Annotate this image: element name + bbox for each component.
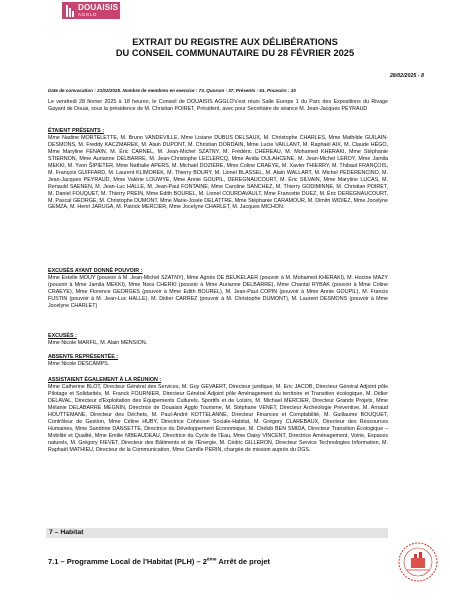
section-body: Mme Nicole DESCAMPS. bbox=[48, 360, 110, 367]
section-body: Mme Nadine MORTELETTE, M. Bruno VANDEVILLE, Mme Lisiane DUBUS DELSAUX, M. Christophe CHARLES, Mme Mathilde GUILAIN-DESMONS, M. Freddy KACZMAREK, M. Alain DUPONT, M. Christian DORDAIN, Mme Lucie VAILLANT, M. Raphaël AIX, M. Claude HÉGO, Mme Maryline FENAIN, M. Éric CARNEL, M. Jean-Michel SZATNY, M. Frédéric CHÉREAU, M. Mohamed KHERAKI, Mme Stéphanie STIERNON, Mme Aurianne DELBARRE, M. Jean-Christophe LECLERCQ, Mme Avida OULAHCENE, M. Jean-Michel LEROY, Mme Jamila MEKKI, M. Yvon ŠIPIETER, Mme Nathalie APERS, M. Michaël DOZIÈRE, Mme Coline CRAEYE, M. Xavier THIERRY, M. Thibaut FRANÇOIS, M. François GUIFFARD, M. Laurent KLIMOREK, M. Thierry BOURY, M. Lionel BLASSEL, M. Alain WALLART, M. Michel PEDERENCINO, M. Jean-Jacques PEYRAUD, Mme Valérie LOUWYE, Mme Annie GOUPIL, DEREGNAUCOURT, M. Éric SILVAIN, Mme Maryline LUCAS, M. Renauld SAENEN, M. Jean-Luc HALLE, M. Jean-Paul FONTAINE, Mme Caroline SANCHEZ, M. Thierry GODIMINNE, M. Christian POIRET, M. Daniel FOUQUET, M. Thierry PREIN, Mme Edith BOUREL, M. Lionel COURDAVAULT, Mme Francette DUEZ, M. Éric DEREGNAUCOURT, M. Pascal GEORGE, M. Christophe DUMONT, Mme Marie-Josée DELATTRE, Mme Stéphanie CARAMOUR, M. Dimitri WIDIEZ, Mme Jocelyne GEMZA, M. Henri JARUGA, M. Patrick MERCIER, Mme Jocelyne CHARLET, M. Jacques MICHON. bbox=[48, 134, 388, 211]
document-title-line2: DU CONSEIL COMMUNAUTAIRE DU 28 FÉVRIER 2025 bbox=[115, 48, 355, 58]
section-assistaient bbox=[48, 377, 388, 453]
agenda-item-heading bbox=[48, 557, 270, 566]
section-body: Mme Catherine BLOT, Directeur Général des Services, M. Guy GEVAERT, Directeur juridique, M. Eric JACOB, Directeur Général Adjoint pôle Pilotage et Solidarités, M. Franck FOURNIER, Directeur Général Adjoint pôle Aménagement du territoire et Transition écologique, M. Didier DELAVAL, Directeur d'Exploitation des Équipements Culturels, Sportifs et de Loisirs, M. Michael MERCIER, Directeur Grands Projets, Mme Mélanie DELABARRE MEGNIN, Directrice de Douaisis Agglo Tourisme, M. Stéphane VENET, Directeur Archéologie Préventive, M. Arnaud HOUTTEMANE, Directeur des Déchets, M. Paul-André KOTTELANNE, Directeur Finances et Comptabilité, M. Guillaume BOUQUET, Contrôleur de Gestion, Mme Céline HUBY, Directrice Cohésion Sociale-Habitat, M. Grégory CLAREBAUX, Directeur des Ressources Humaines, Mme Sandrine DANSETTE, Directrice du Développement Économique, M. Chékib BEN SMIDA, Directeur Transition Écologique – Mobilité et Qualité, Mme Emilie NIBEAUDEAU, Directrice du Cycle de l'Eau, Mme Daisy VINCENT, Directrice Aménagement, Voirie, Espaces naturels, M. Grégory FIEVET, Directeur des Bâtiments et de l'Énergie, M. Cédric GILLERON, Directeur Service Technologies Information, M. Raphaël MATHIEU, Directeur de la Communication, Mme Camille PERIN, chargée de mission auprès du DGS. bbox=[48, 383, 388, 453]
logo-sub: AGGLO bbox=[78, 11, 98, 17]
official-seal-icon bbox=[397, 541, 439, 583]
section-body: Mme Nicole MARFIL, M. Alain MENSION. bbox=[48, 339, 148, 346]
section-representee bbox=[48, 354, 388, 368]
section-presents bbox=[48, 128, 388, 211]
logo-name: DOUAISIS bbox=[78, 2, 119, 12]
intro-paragraph: Le vendredi 28 février 2025 à 18 heures, le Conseil de DOUAISIS AGGLO's'est réuni Salle Europe 1 du Parc des Expositions du Rivage Gayant de Douai, sous la présidence de M. Christian POIRET, Président, avec pour Secrétaire de séance M. Jean-Jacques PEYRAUD bbox=[48, 99, 388, 112]
section-title: ABSENTE REPRÉSENTÉE : bbox=[48, 354, 119, 360]
logo-mark-icon bbox=[66, 5, 75, 17]
section-excuses bbox=[48, 333, 388, 347]
heading-sup: ème bbox=[206, 557, 217, 563]
section-title: ÉTAIENT PRÉSENTS : bbox=[48, 128, 105, 134]
section-body: Mme Estelle MOUY (pouvoir à M. Jean-Michel SZATNY), Mme Agnès DE BEUKELAER (pouvoir à M. Mohamed KHERAKI), M. Hocine MAZY (pouvoir à Mme Jamila MEKKI), Mme Nora CHERKI (pouvoir à Mme Aurianne DELBARRE), Mme Chantal RYBAK (pouvoir à Mme Coline CRAEYE), Mme Florence GEORGES (pouvoir à Mme Edith BOUREL), M. Jean-Paul COPIN (pouvoir à Mme Annie GOUPIL), M. Francis FUSTIN (pouvoir à M. Jean-Luc HALLE), M. Didier CARREZ (pouvoir à M. Christophe DUMONT), M. Laurent DESMONS (pouvoir à Mme Jocelyne CHARLET) bbox=[48, 274, 388, 309]
section-pouvoirs bbox=[48, 268, 388, 310]
deliberation-reference: 28/02/2025 - 8 bbox=[389, 73, 424, 79]
heading-tail: Arrêt de projet bbox=[216, 557, 271, 566]
section-band-habitat: 7 – Habitat bbox=[46, 528, 388, 538]
document-title-line1: EXTRAIT DU REGISTRE AUX DÉLIBÉRATIONS bbox=[132, 37, 338, 47]
section-title: EXCUSÉS : bbox=[48, 333, 77, 339]
heading-main: 7.1 – Programme Local de l'Habitat (PLH) – 2 bbox=[48, 557, 207, 566]
convocation-meta: Date de convocation : 21/02/2025. Nombre de membres en exercice : 73. Quorum : 37. Présents : 61. Pouvoirs : 10 bbox=[48, 88, 296, 93]
douaisis-agglo-logo bbox=[62, 2, 120, 19]
section-title: EXCUSÉS AYANT DONNÉ POUVOIR : bbox=[48, 268, 143, 274]
section-title: ASSISTAIENT ÉGALEMENT À LA RÉUNION : bbox=[48, 377, 162, 383]
